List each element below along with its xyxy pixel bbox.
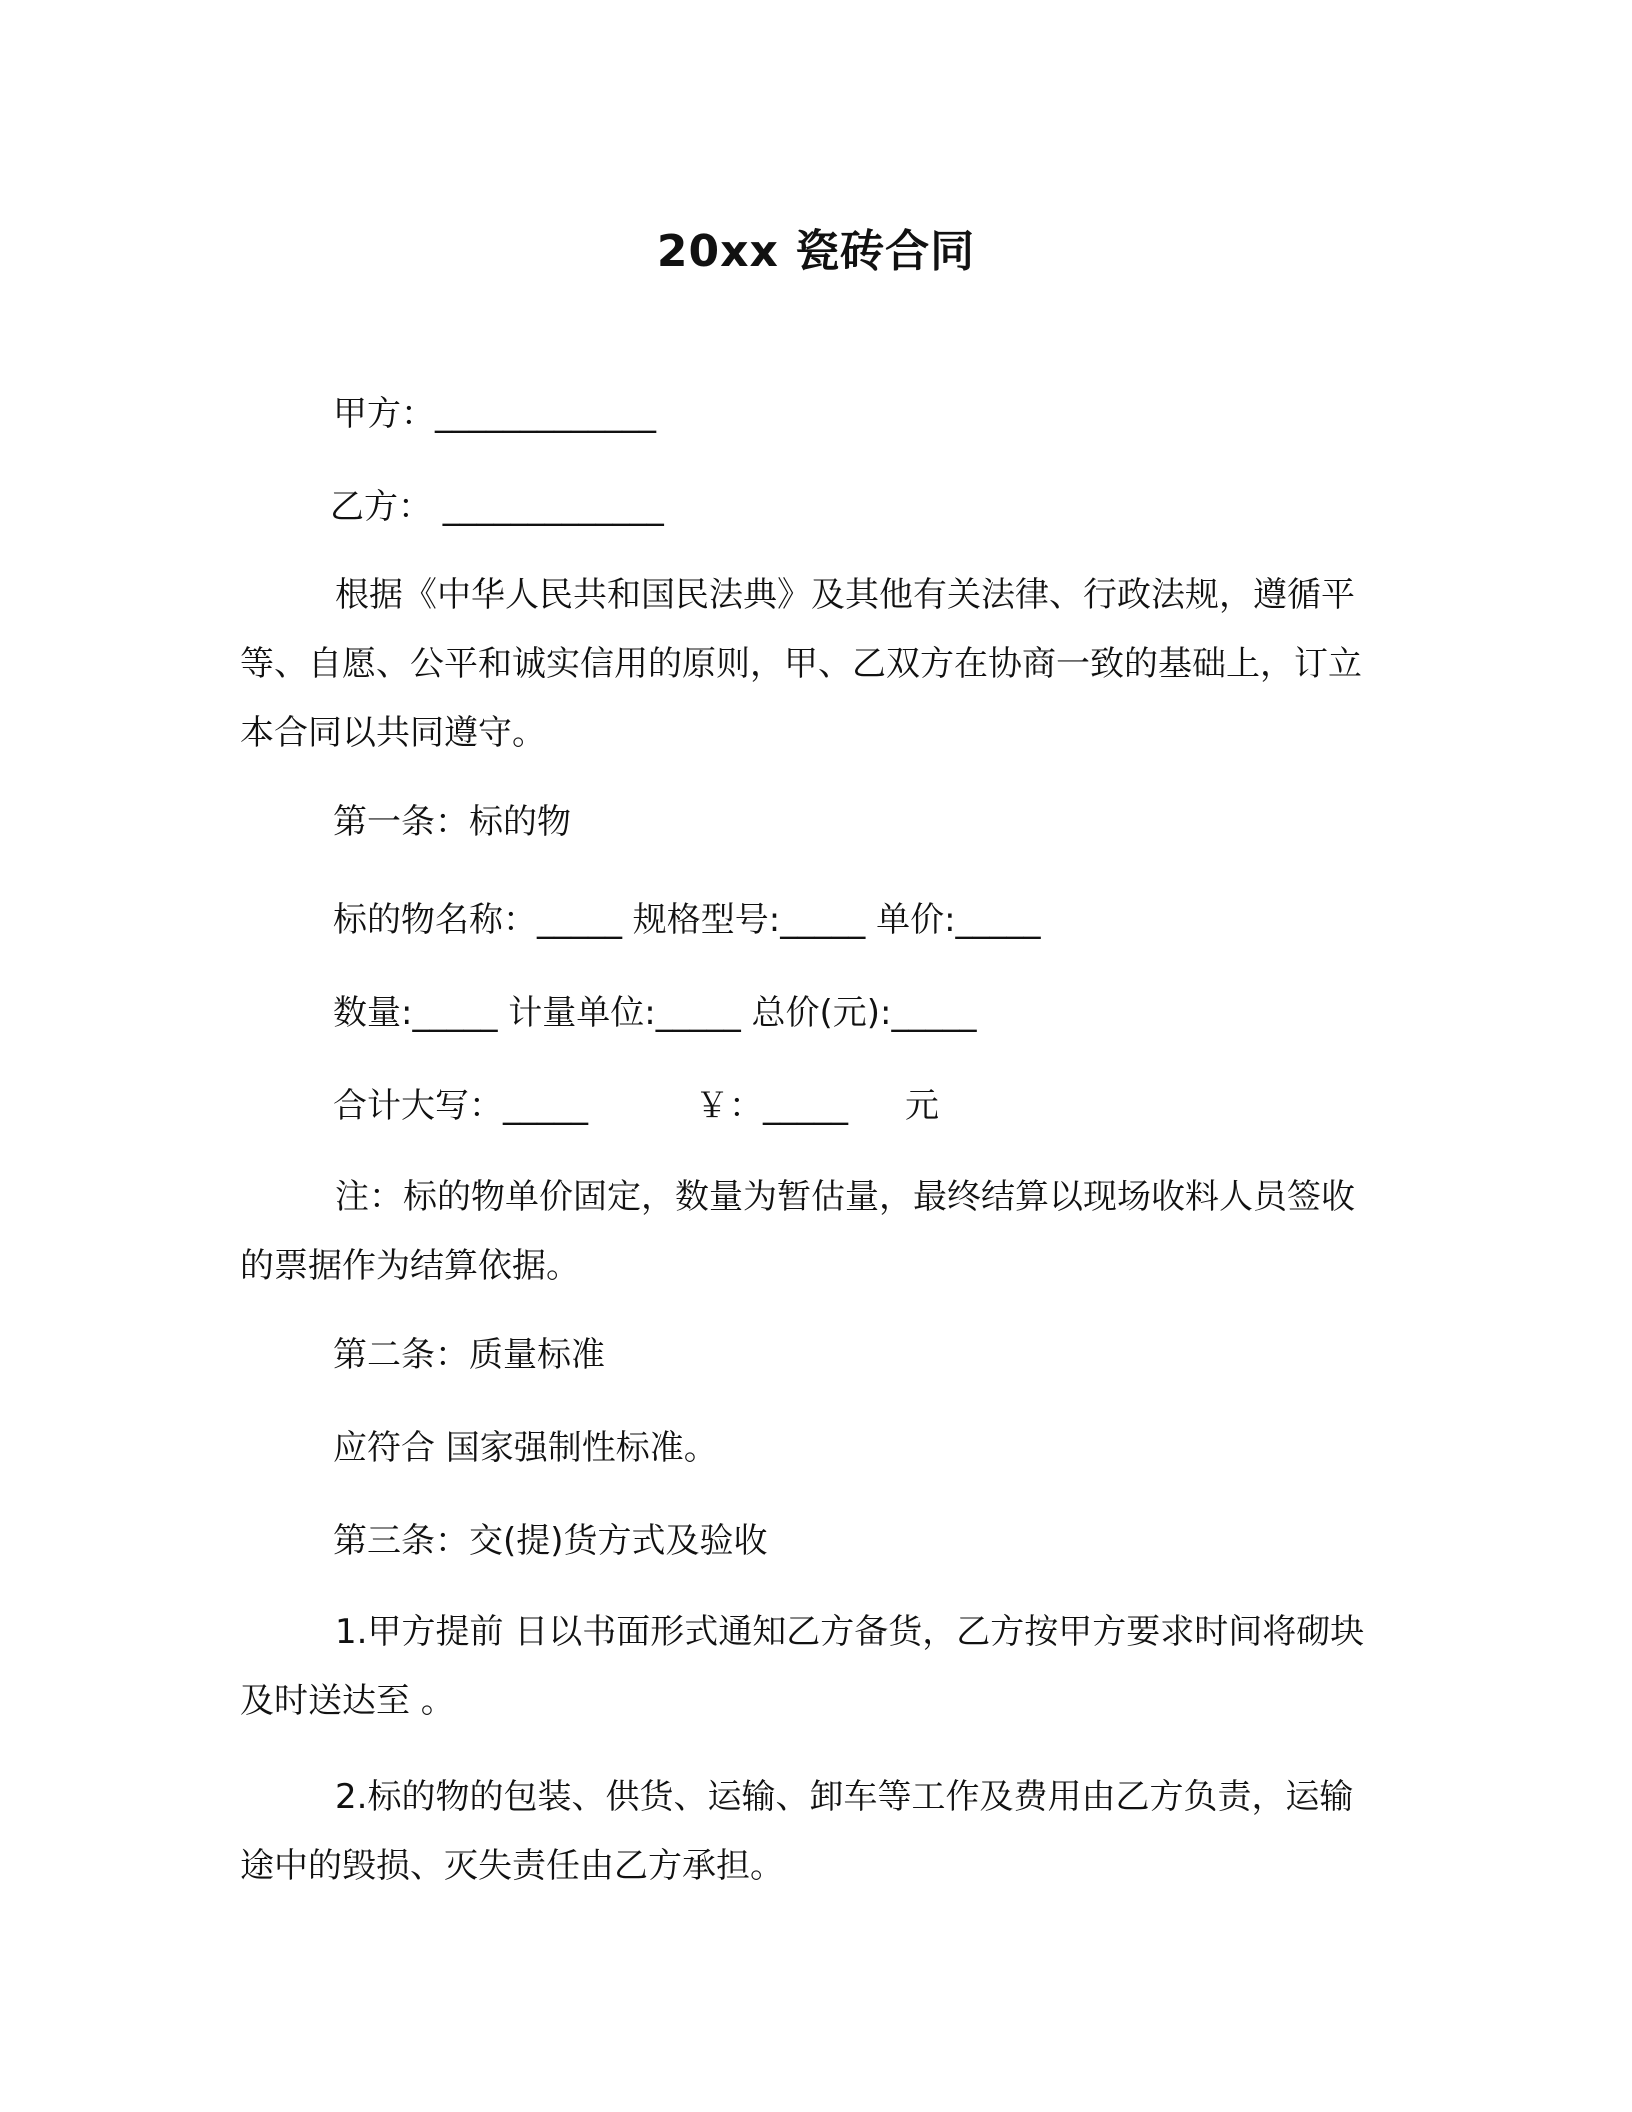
article-1-total-uppercase: 合计大写：_____ bbox=[333, 1086, 588, 1126]
article-3-item-1: 1.甲方提前 日以书面形式通知乙方备货，乙方按甲方要求时间将砌块及时送达至 。 bbox=[240, 1612, 1365, 1721]
document-title: 20xx 瓷砖合同 bbox=[656, 226, 976, 277]
article-2-body: 应符合 国家强制性标准。 bbox=[333, 1428, 718, 1468]
party-a-line: 甲方：_____________ bbox=[333, 394, 656, 434]
article-1-note: 注：标的物单价固定，数量为暂估量，最终结算以现场收料人员签收的票据作为结算依据。 bbox=[240, 1177, 1355, 1286]
article-3-heading: 第三条：交(提)货方式及验收 bbox=[333, 1521, 768, 1561]
article-1-total-yen: ￥：_____ bbox=[695, 1086, 848, 1126]
preamble-paragraph: 根据《中华人民共和国民法典》及其他有关法律、行政法规，遵循平等、自愿、公平和诚实信用的原则，甲、乙双方在协商一致的基础上，订立本合同以共同遵守。 bbox=[240, 575, 1362, 753]
article-1-heading: 第一条：标的物 bbox=[333, 802, 571, 842]
article-3-item-2: 2.标的物的包装、供货、运输、卸车等工作及费用由乙方负责，运输途中的毁损、灭失责任由乙方承担。 bbox=[240, 1777, 1354, 1886]
article-1-row-qty-unit-total: 数量:_____ 计量单位:_____ 总价(元):_____ bbox=[333, 993, 977, 1033]
article-1-yuan-label: 元 bbox=[905, 1086, 939, 1126]
party-b-line: 乙方： _____________ bbox=[330, 487, 664, 527]
article-1-row-name-spec-price: 标的物名称：_____ 规格型号:_____ 单价:_____ bbox=[333, 900, 1041, 940]
article-2-heading: 第二条：质量标准 bbox=[333, 1335, 605, 1375]
